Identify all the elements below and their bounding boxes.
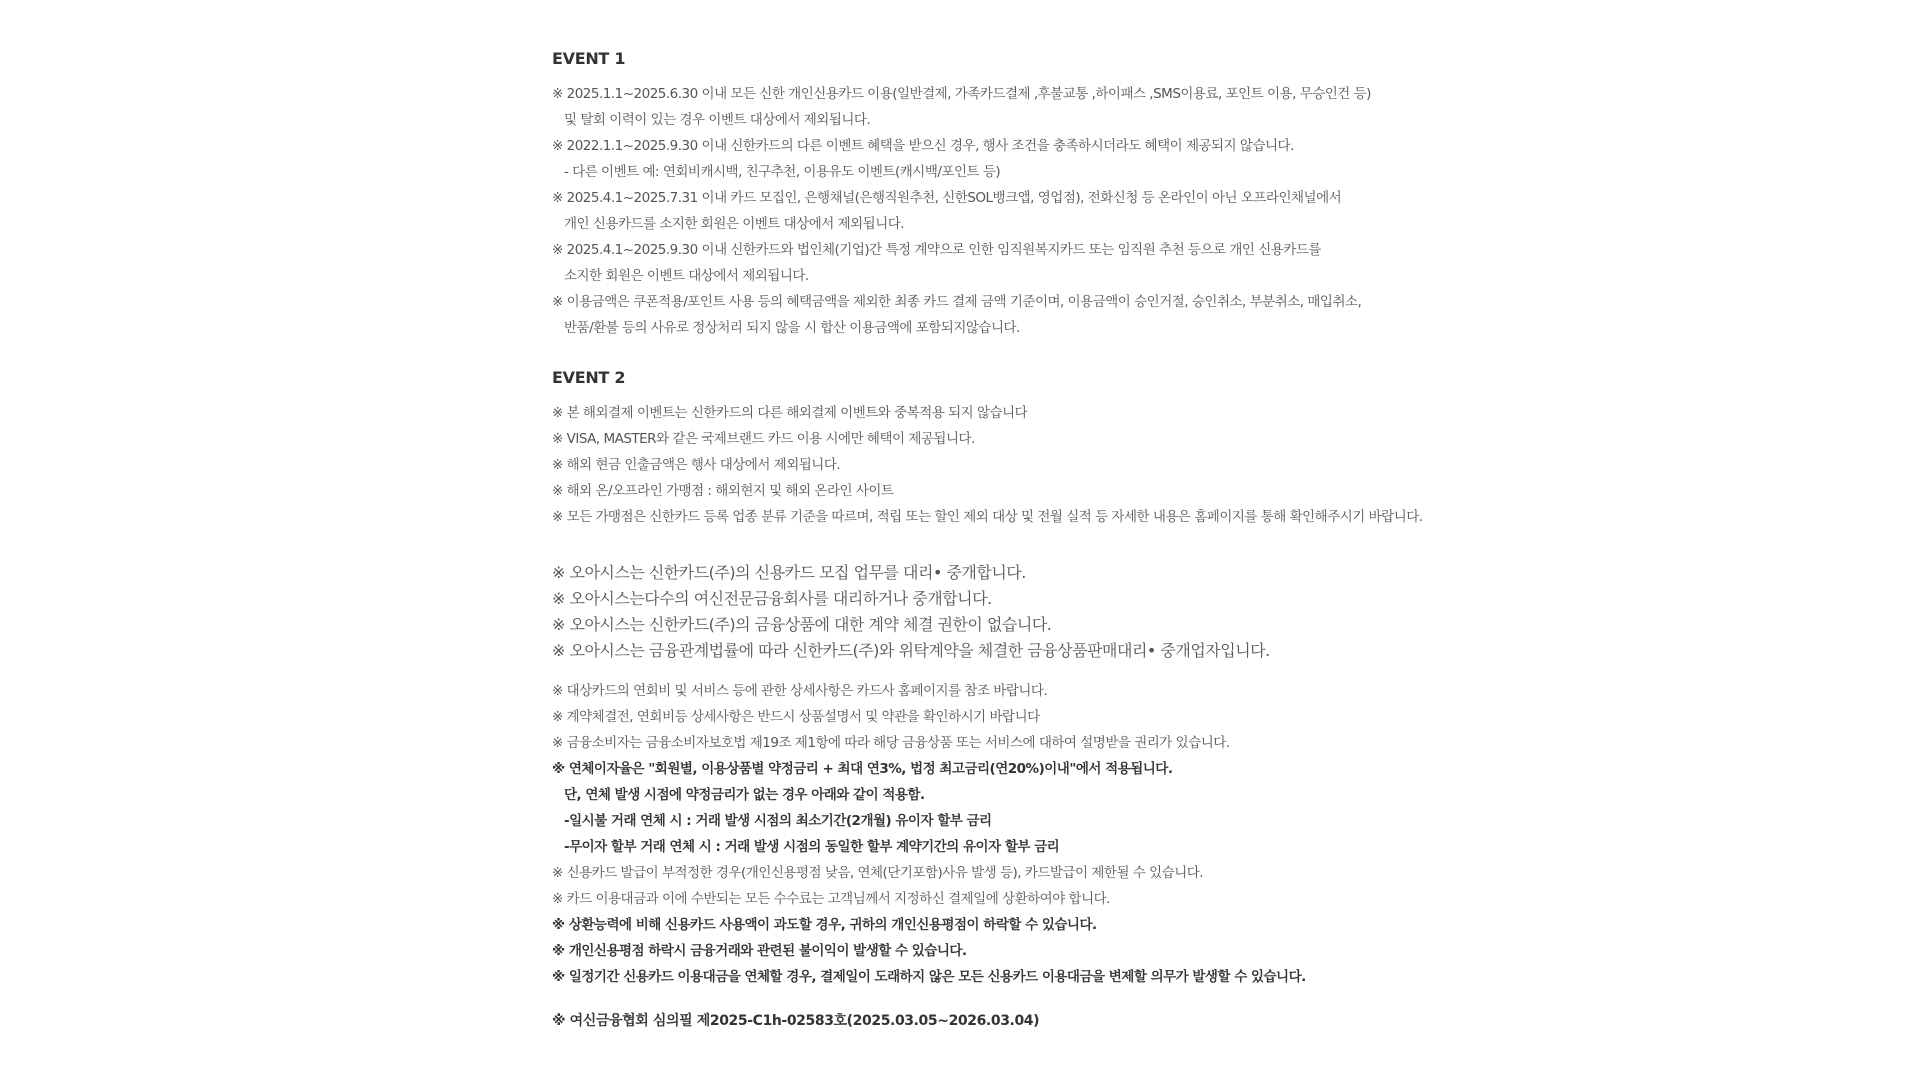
notice-line-bold: -일시불 거래 연체 시 : 거래 발생 시점의 최소기간(2개월) 유이자 할부 금리 bbox=[564, 813, 992, 829]
event1-line: ※ 2025.4.1~2025.9.30 이내 신한카드와 법인체(기업)간 특정 계약으로 인한 임직원복지카드 또는 임직원 추천 등으로 개인 신용카드를 bbox=[552, 242, 1321, 258]
oasis-notice-line: ※ 오아시스는 신한카드(주)의 금융상품에 대한 계약 체결 권한이 없습니다. bbox=[552, 615, 1052, 634]
event2-line: ※ 해외 현금 인출금액은 행사 대상에서 제외됩니다. bbox=[552, 457, 841, 473]
event2-line: ※ 본 해외결제 이벤트는 신한카드의 다른 해외결제 이벤트와 중복적용 되지 않습니다 bbox=[552, 405, 1028, 421]
oasis-notice-line: ※ 오아시스는 금융관계법률에 따라 신한카드(주)와 위탁계약을 체결한 금융상품판매대리• 중개업자입니다. bbox=[552, 641, 1270, 660]
notice-line-bold: 단, 연체 발생 시점에 약정금리가 없는 경우 아래와 같이 적용함. bbox=[564, 787, 925, 803]
event1-line: 소지한 회원은 이벤트 대상에서 제외됩니다. bbox=[564, 268, 809, 284]
event2-line: ※ 해외 온/오프라인 가맹점 : 해외현지 및 해외 온라인 사이트 bbox=[552, 483, 894, 499]
event1-line: ※ 2025.4.1~2025.7.31 이내 카드 모집인, 은행채널(은행직원추천, 신한SOL뱅크앱, 영업점), 전화신청 등 온라인이 아닌 오프라인채널에서 bbox=[552, 190, 1342, 206]
event1-line: 및 탈회 이력이 있는 경우 이벤트 대상에서 제외됩니다. bbox=[564, 112, 871, 128]
notice-line-bold: ※ 개인신용평점 하락시 금융거래와 관련된 불이익이 발생할 수 있습니다. bbox=[552, 943, 967, 959]
event2-line: ※ 모든 가맹점은 신한카드 등록 업종 분류 기준을 따르며, 적립 또는 할인 제외 대상 및 전월 실적 등 자세한 내용은 홈페이지를 통해 확인해주시기 바랍니다. bbox=[552, 509, 1423, 525]
notice-line-bold: -무이자 할부 거래 연체 시 : 거래 발생 시점의 동일한 할부 계약기간의 유이자 할부 금리 bbox=[564, 839, 1060, 855]
event2-title: EVENT 2 bbox=[552, 368, 626, 387]
event2-line: ※ VISA, MASTER와 같은 국제브랜드 카드 이용 시에만 혜택이 제공됩니다. bbox=[552, 431, 975, 447]
notice-line: ※ 금융소비자는 금융소비자보호법 제19조 제1항에 따라 해당 금융상품 또는 서비스에 대하여 설명받을 권리가 있습니다. bbox=[552, 735, 1230, 751]
notice-line: ※ 신용카드 발급이 부적정한 경우(개인신용평점 낮음, 연체(단기포함)사유 발생 등), 카드발급이 제한될 수 있습니다. bbox=[552, 865, 1204, 881]
notice-line-bold: ※ 상환능력에 비해 신용카드 사용액이 과도할 경우, 귀하의 개인신용평점이 하락할 수 있습니다. bbox=[552, 917, 1097, 933]
event1-title: EVENT 1 bbox=[552, 49, 626, 68]
oasis-notice-line: ※ 오아시스는다수의 여신전문금융회사를 대리하거나 중개합니다. bbox=[552, 589, 992, 608]
event1-line: ※ 2022.1.1~2025.9.30 이내 신한카드의 다른 이벤트 혜택을 받으신 경우, 행사 조건을 충족하시더라도 혜택이 제공되지 않습니다. bbox=[552, 138, 1294, 154]
review-approval-number: ※ 여신금융협회 심의필 제2025-C1h-02583호(2025.03.05~2026.03.04) bbox=[552, 1013, 1040, 1029]
event1-line: ※ 이용금액은 쿠폰적용/포인트 사용 등의 혜택금액을 제외한 최종 카드 결제 금액 기준이며, 이용금액이 승인거절, 승인취소, 부분취소, 매입취소, bbox=[552, 294, 1362, 310]
event1-line: 개인 신용카드를 소지한 회원은 이벤트 대상에서 제외됩니다. bbox=[564, 216, 905, 232]
oasis-notice-line: ※ 오아시스는 신한카드(주)의 신용카드 모집 업무를 대리• 중개합니다. bbox=[552, 563, 1026, 582]
notice-line: ※ 계약체결전, 연회비등 상세사항은 반드시 상품설명서 및 약관을 확인하시기 바랍니다 bbox=[552, 709, 1040, 725]
notice-line-bold: ※ 일정기간 신용카드 이용대금을 연체할 경우, 결제일이 도래하지 않은 모든 신용카드 이용대금을 변제할 의무가 발생할 수 있습니다. bbox=[552, 969, 1306, 985]
event1-line: ※ 2025.1.1~2025.6.30 이내 모든 신한 개인신용카드 이용(일반결제, 가족카드결제 ,후불교통 ,하이패스 ,SMS이용료, 포인트 이용, 무승인건 등) bbox=[552, 86, 1371, 102]
event1-line: - 다른 이벤트 예: 연회비캐시백, 친구추천, 이용유도 이벤트(캐시백/포인트 등) bbox=[564, 164, 1001, 180]
event1-line: 반품/환불 등의 사유로 정상처리 되지 않을 시 합산 이용금액에 포함되지않습니다. bbox=[564, 320, 1020, 336]
notice-line-bold: ※ 연체이자율은 "회원별, 이용상품별 약정금리 + 최대 연3%, 법정 최고금리(연20%)이내"에서 적용됩니다. bbox=[552, 761, 1173, 777]
notice-line: ※ 대상카드의 연회비 및 서비스 등에 관한 상세사항은 카드사 홈페이지를 참조 바랍니다. bbox=[552, 683, 1048, 699]
notice-line: ※ 카드 이용대금과 이에 수반되는 모든 수수료는 고객님께서 지정하신 결제일에 상환하여야 합니다. bbox=[552, 891, 1110, 907]
